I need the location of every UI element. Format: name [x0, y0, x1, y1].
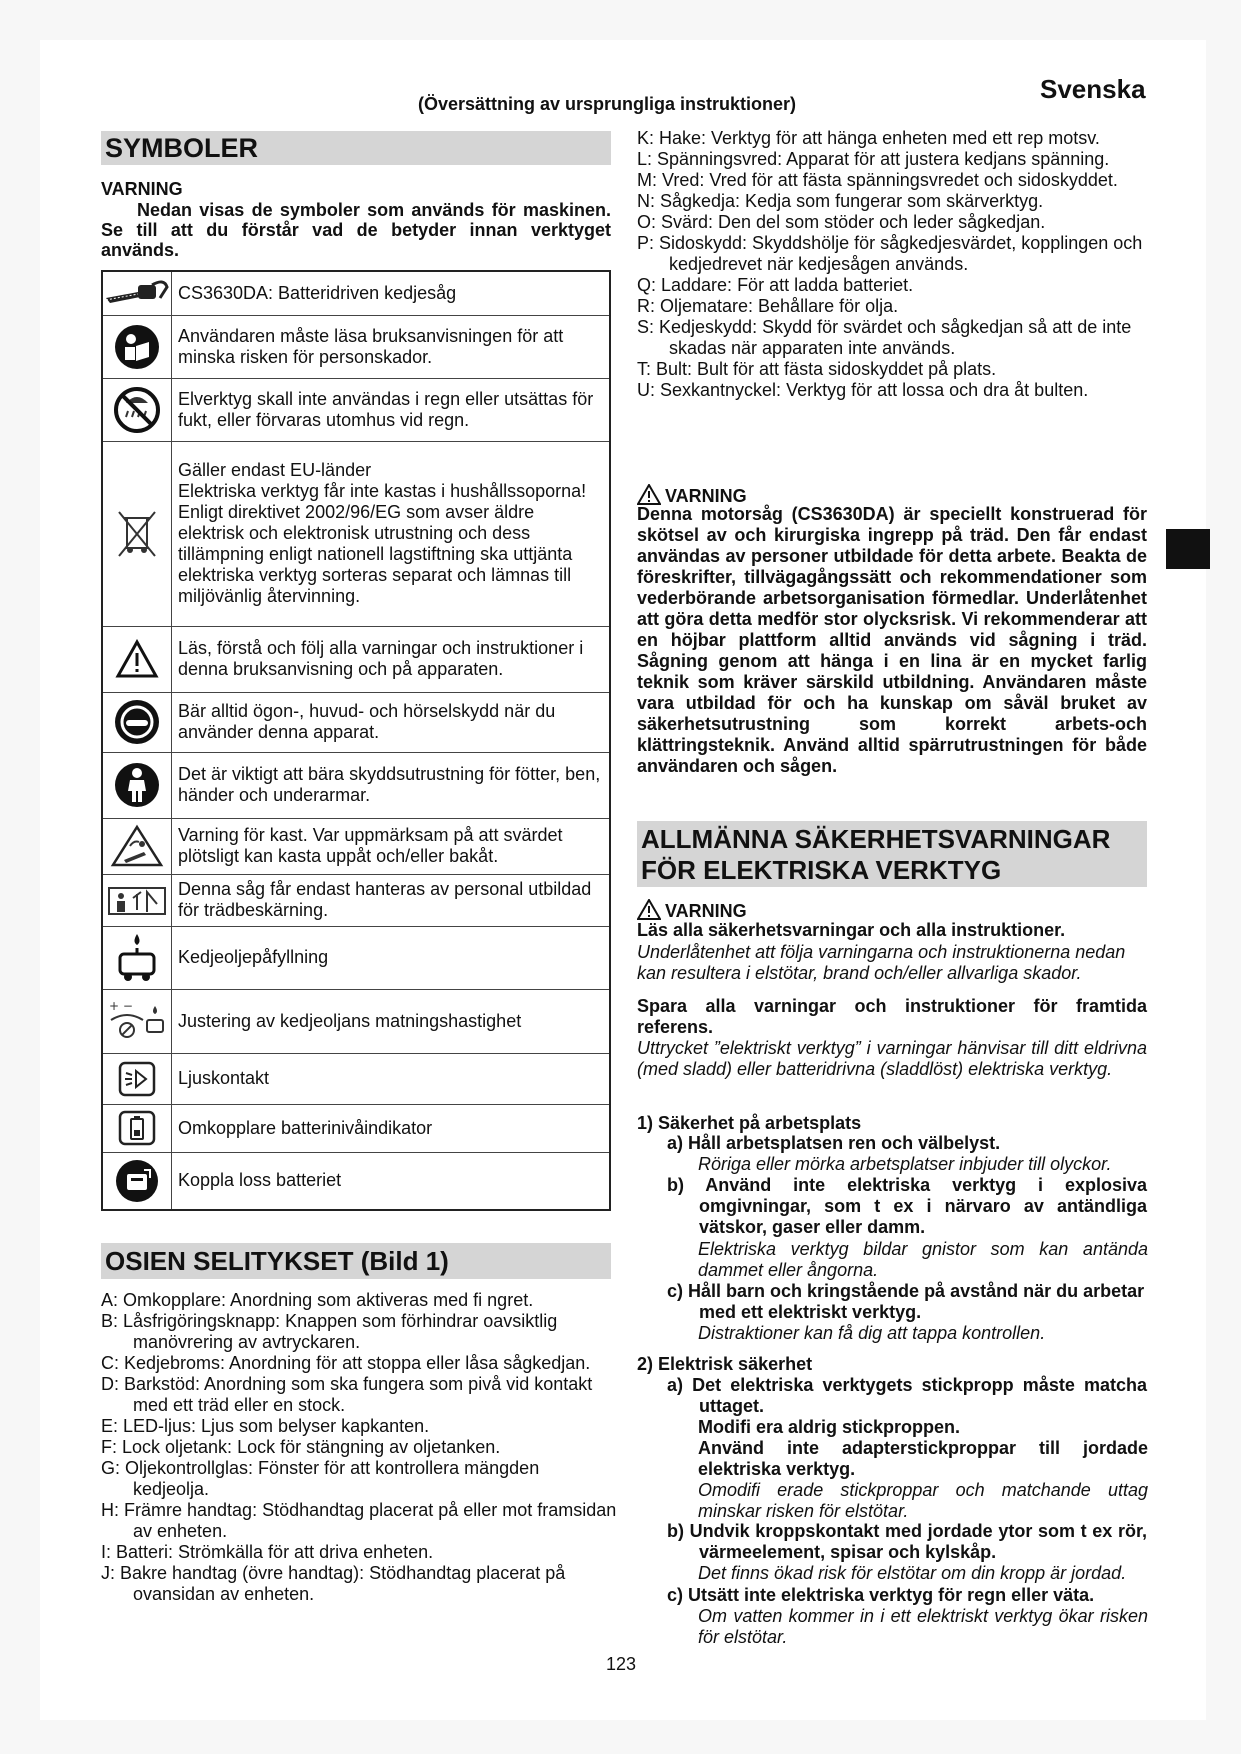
rule-1a-explanation: Röriga eller mörka arbetsplatser inbjuder till olyckor.: [698, 1154, 1112, 1174]
part-item: C: Kedjebroms: Anordning för att stoppa eller låsa sågkedjan.: [101, 1353, 591, 1373]
page-number: 123: [606, 1654, 637, 1674]
light-switch-icon: [102, 1053, 172, 1104]
section-work-area-title: 1) Säkerhet på arbetsplats: [637, 1113, 862, 1133]
section-electric-title: 2) Elektrisk säkerhet: [637, 1354, 813, 1374]
symbol-text: Varning för kast. Var uppmärksam på att svärdet plötsligt kan kasta uppåt och/eller bakåt.: [172, 818, 611, 874]
symbol-text: Denna såg får endast hanteras av personal utbildad för trädbeskärning.: [172, 874, 611, 926]
part-item: G: Oljekontrollglas: Fönster för att kontrollera mängden kedjeolja.: [101, 1458, 540, 1499]
part-item: I: Batteri: Strömkälla för att driva enheten.: [101, 1542, 434, 1562]
rule-1c-explanation: Distraktioner kan få dig att tappa kontrollen.: [698, 1323, 1046, 1343]
part-item: M: Vred: Vred för att fästa spänningsvredet och sidoskyddet.: [637, 170, 1118, 190]
symbol-text: Kedjeoljepåfyllning: [172, 926, 611, 989]
rule-2c-explanation: Om vatten kommer in i ett elektriskt verktyg ökar risken för elstötar.: [698, 1606, 1148, 1647]
chainsaw-warning-text: Denna motorsåg (CS3630DA) är speciellt konstruerad för skötsel av och kirurgiska ingrepp på träd. Den får endast användas av personer utbildade för detta arbete. Beakta de föreskrifter, tillvägagångssätt och rekommendationer som vederbörande arbetsorganisation förmedlar. Underlåtenhet att göra detta medför stor olycksrisk. Vi rekommenderar att en höjbar plattform alltid används vid sågning i träd. Sågning genom att hänga i en lina är en mycket farlig teknik som kräver särskild utbildning. Användaren måste vara utbildad för och ha kunskap om såväl bruket av säkerhetsutrustning som korrekt arbets-och klättringsteknik. Använd alltid spärrutrustningen för både användaren och sågen.: [637, 504, 1147, 776]
symbol-row: [102, 1053, 610, 1104]
symbols-heading: SYMBOLER: [101, 131, 611, 165]
svg-text:+ −: + −: [109, 999, 133, 1013]
trained-personnel-icon: [102, 874, 172, 926]
part-item: R: Oljematare: Behållare för olja.: [637, 296, 899, 316]
kickback-warning-icon: [102, 818, 172, 874]
symbol-text: Ljuskontakt: [172, 1053, 611, 1104]
warning-triangle-icon: [637, 484, 661, 505]
symbol-row: [102, 989, 610, 1053]
part-item: J: Bakre handtag (övre handtag): Stödhandtag placerat på ovansidan av enheten.: [101, 1563, 566, 1604]
rule-2a-line2: Modifi era aldrig stickproppen.: [698, 1417, 961, 1437]
symbol-text: Elverktyg skall inte användas i regn eller utsättas för fukt, eller förvaras utomhus vid regn.: [172, 378, 611, 441]
symbol-row: [102, 378, 610, 441]
symbol-text: Bär alltid ögon-, huvud- och hörselskydd när du använder denna apparat.: [172, 692, 611, 752]
symbol-row: [102, 692, 610, 752]
read-all-instructions: Läs alla säkerhetsvarningar och alla instruktioner.: [637, 920, 1066, 940]
language-label: Svenska: [1040, 74, 1146, 104]
symbol-text: Omkopplare batterinivåindikator: [172, 1104, 611, 1152]
part-item: B: Låsfrigöringsknapp: Knappen som förhindrar oavsiktlig manövrering av avtryckaren.: [101, 1311, 558, 1352]
part-item: F: Lock oljetank: Lock för stängning av oljetanken.: [101, 1437, 501, 1457]
crossed-bin-icon: [102, 441, 172, 626]
disconnect-battery-icon: [102, 1152, 172, 1210]
symbol-text: Det är viktigt att bära skyddsutrustning för fötter, ben, händer och underarmar.: [172, 752, 611, 818]
definition-text: Uttrycket ”elektriskt verktyg” i varningar hänvisar till ditt eldrivna (med sladd) eller batteridrivna (sladdlöst) elektriska verktyg.: [637, 1038, 1147, 1079]
read-manual-icon: [102, 315, 172, 378]
symbol-row: [102, 1152, 610, 1210]
part-item: A: Omkopplare: Anordning som aktiveras med fi ngret.: [101, 1290, 534, 1310]
rule-1a: a) Håll arbetsplatsen ren och välbelyst.: [667, 1133, 1001, 1153]
save-instructions: Spara alla varningar och instruktioner för framtida referens.: [637, 996, 1147, 1037]
part-item: D: Barkstöd: Anordning som ska fungera som pivå vid kontakt med ett träd eller en stock.: [101, 1374, 593, 1415]
rule-2b: b) Undvik kroppskontakt med jordade ytor som t ex rör, värmeelement, spisar och kylskåp.: [667, 1521, 1147, 1562]
no-rain-icon: [102, 378, 172, 441]
symbol-row: [102, 315, 610, 378]
rule-1c: c) Håll barn och kringstående på avstånd när du arbetar med ett elektriskt verktyg.: [667, 1281, 1145, 1322]
part-item: K: Hake: Verktyg för att hänga enheten med ett rep motsv.: [637, 128, 1100, 148]
symbol-row: [102, 626, 610, 692]
parts-list-right: [637, 128, 1177, 401]
symbols-intro: Nedan visas de symboler som används för maskinen. Se till att du förstår vad de betyder innan verktyget används.: [101, 200, 611, 260]
parts-list-left: [101, 1290, 619, 1605]
chainsaw-icon: [102, 271, 172, 315]
rule-2a: a) Det elektriska verktygets stickpropp måste matcha uttaget.: [667, 1375, 1147, 1416]
symbol-row: [102, 874, 610, 926]
rule-2b-explanation: Det finns ökad risk för elstötar om din kropp är jordad.: [698, 1563, 1127, 1583]
part-item: T: Bult: Bult för att fästa sidoskyddet på plats.: [637, 359, 997, 379]
symbol-row: [102, 926, 610, 989]
translation-subtitle: (Översättning av ursprungliga instruktioner): [418, 94, 797, 114]
warning-title-text: VARNING: [665, 486, 747, 506]
helmet-icon: [102, 692, 172, 752]
protective-clothing-icon: [102, 752, 172, 818]
oil-flow-adjust-icon: [102, 989, 172, 1053]
symbols-table: [101, 270, 611, 1211]
general-warning-title: [637, 899, 747, 922]
rule-1b: b) Använd inte elektriska verktyg i explosiva omgivningar, som t ex i närvaro av antändliga vätskor, gaser eller damm.: [667, 1175, 1147, 1237]
consequence-text: Underlåtenhet att följa varningarna och instruktionerna nedan kan resultera i elstötar, brand och/eller allvarliga skador.: [637, 942, 1126, 983]
rule-2a-explanation: Omodifi erade stickproppar och matchande uttag minskar risken för elstötar.: [698, 1480, 1148, 1521]
part-item: L: Spänningsvred: Apparat för att justera kedjans spänning.: [637, 149, 1110, 169]
part-item: O: Svärd: Den del som stöder och leder sågkedjan.: [637, 212, 1046, 232]
symbol-text: Justering av kedjeoljans matningshastighet: [172, 989, 611, 1053]
part-item: H: Främre handtag: Stödhandtag placerat på eller mot framsidan av enheten.: [101, 1500, 617, 1541]
symbol-text: Gäller endast EU-länder Elektriska verktyg får inte kastas i hushållssoporna! Enligt direktivet 2002/96/EG som avser äldre elektrisk och elektronisk utrustning och dess tillämpning enligt nationell lagstiftning ska uttjänta elektriska verktyg sorteras separat och lämnas till miljövänlig återvinning.: [172, 441, 611, 626]
general-safety-heading: ALLMÄNNA SÄKERHETSVARNINGAR FÖR ELEKTRISKA VERKTYG: [637, 821, 1147, 887]
part-item: P: Sidoskydd: Skyddshölje för sågkedjesvärdet, kopplingen och kedjedrevet när kedjesågen används.: [637, 233, 1143, 274]
rule-2a-line3: Använd inte adapterstickproppar till jordade elektriska verktyg.: [698, 1438, 1148, 1479]
parts-heading: OSIEN SELITYKSET (Bild 1): [101, 1243, 611, 1279]
symbol-text: Användaren måste läsa bruksanvisningen för att minska risken för personskador.: [172, 315, 611, 378]
battery-indicator-icon: [102, 1104, 172, 1152]
warning-triangle-icon: [102, 626, 172, 692]
part-item: U: Sexkantnyckel: Verktyg för att lossa och dra åt bulten.: [637, 380, 1089, 400]
symbols-warning-title: VARNING: [101, 179, 183, 199]
part-item: Q: Laddare: För att ladda batteriet.: [637, 275, 914, 295]
warning-triangle-icon: [637, 899, 661, 920]
rule-1b-explanation: Elektriska verktyg bildar gnistor som kan antända dammet eller ångorna.: [698, 1239, 1148, 1280]
symbol-row: [102, 818, 610, 874]
symbol-row: [102, 271, 610, 315]
rule-2c: c) Utsätt inte elektriska verktyg för regn eller väta.: [667, 1585, 1095, 1605]
symbol-row: [102, 441, 610, 626]
symbol-text: Koppla loss batteriet: [172, 1152, 611, 1210]
symbol-row: [102, 1104, 610, 1152]
part-item: S: Kedjeskydd: Skydd för svärdet och sågkedjan så att de inte skadas när apparaten inte används.: [637, 317, 1132, 358]
symbol-text: CS3630DA: Batteridriven kedjesåg: [172, 271, 611, 315]
section-tab-marker: [1166, 529, 1210, 569]
symbol-text: Läs, förstå och följ alla varningar och instruktioner i denna bruksanvisning och på apparaten.: [172, 626, 611, 692]
symbol-row: [102, 752, 610, 818]
warning-title-text: VARNING: [665, 901, 747, 921]
chain-oil-fill-icon: [102, 926, 172, 989]
part-item: E: LED-ljus: Ljus som belyser kapkanten.: [101, 1416, 430, 1436]
part-item: N: Sågkedja: Kedja som fungerar som skärverktyg.: [637, 191, 1044, 211]
